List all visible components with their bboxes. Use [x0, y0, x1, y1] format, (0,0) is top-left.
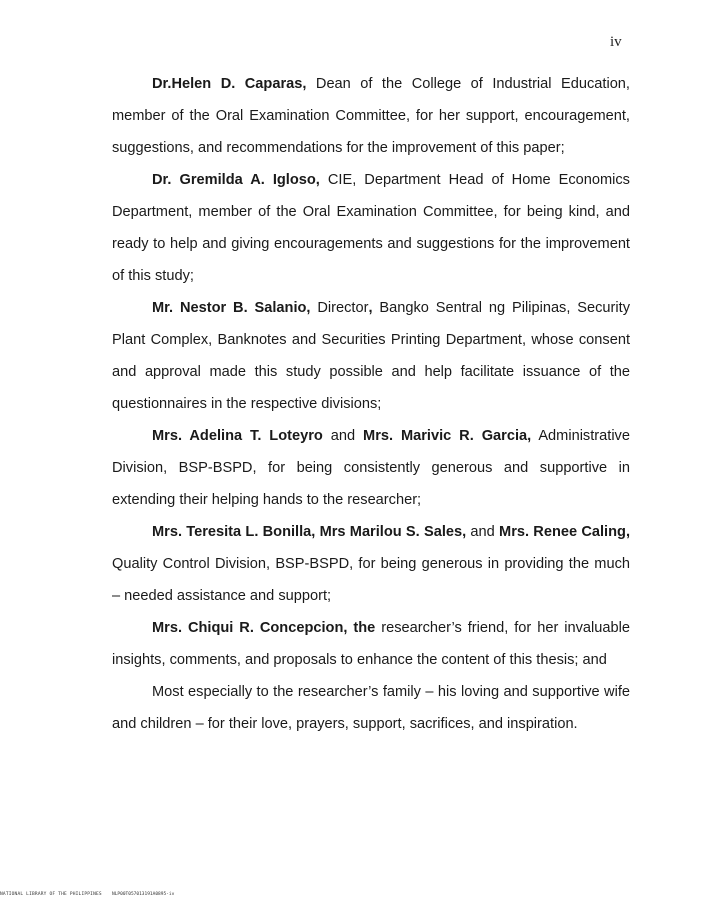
person-name: Dr.Helen D. Caparas,: [152, 76, 307, 92]
page-number: iv: [610, 34, 622, 50]
conjunction: and: [322, 428, 364, 444]
paragraph-text: Bangko Sentral ng Pilipinas, Security Plant Complex, Banknotes and Securities Printing Department, whose consent and approval made this study possible and help facilitate issuance of the questionnaires in the respective divisions;: [112, 300, 630, 412]
paragraph-text: Most especially to the researcher’s family – his loving and supportive wife and children – for their love, prayers, support, sacrifices, and inspiration.: [112, 684, 630, 732]
document-code-footer: NLP00T057013191A0895-iv: [112, 892, 175, 897]
conjunction: and: [466, 524, 500, 540]
library-footer: NATIONAL LIBRARY OF THE PHILIPPINES: [0, 892, 102, 897]
person-name: Mrs. Marivic R. Garcia,: [363, 428, 532, 444]
acknowledgment-paragraph-caparas: [112, 68, 630, 164]
paragraph-text: Administrative Division, BSP-BSPD, for being consistently generous and supportive in extending their helping hands to the researcher;: [112, 428, 630, 508]
acknowledgment-paragraph-igloso: [112, 164, 630, 292]
person-names: Mrs. Teresita L. Bonilla, Mrs Marilou S. Sales,: [152, 524, 467, 540]
person-name: Mrs. Renee Caling,: [499, 524, 630, 540]
acknowledgment-paragraph-concepcion: [112, 612, 630, 676]
paragraph-text: researcher’s friend, for her invaluable insights, comments, and proposals to enhance the content of this thesis; and: [112, 620, 630, 668]
acknowledgment-paragraph-loteyro-garcia: [112, 420, 630, 516]
person-title: Director: [310, 300, 369, 316]
person-name: Dr. Gremilda A. Igloso,: [152, 172, 320, 188]
person-name: Mrs. Adelina T. Loteyro: [152, 428, 323, 444]
title-comma: ,: [368, 300, 373, 316]
paragraph-text: Quality Control Division, BSP-BSPD, for being generous in providing the much – needed assistance and support;: [112, 556, 630, 604]
paragraph-text: Dean of the College of Industrial Education, member of the Oral Examination Committee, for her support, encouragement, suggestions, and recommendations for the improvement of this paper;: [112, 76, 630, 156]
acknowledgment-paragraph-salanio: [112, 292, 630, 420]
person-name: Mr. Nestor B. Salanio,: [152, 300, 311, 316]
acknowledgment-paragraph-family: [112, 676, 630, 740]
acknowledgment-paragraph-quality-control: [112, 516, 630, 612]
person-name: Mrs. Chiqui R. Concepcion, the: [152, 620, 376, 636]
paragraph-text: CIE, Department Head of Home Economics Department, member of the Oral Examination Committee, for being kind, and ready to help and giving encouragements and suggestions for the improvement of this study;: [112, 172, 630, 284]
